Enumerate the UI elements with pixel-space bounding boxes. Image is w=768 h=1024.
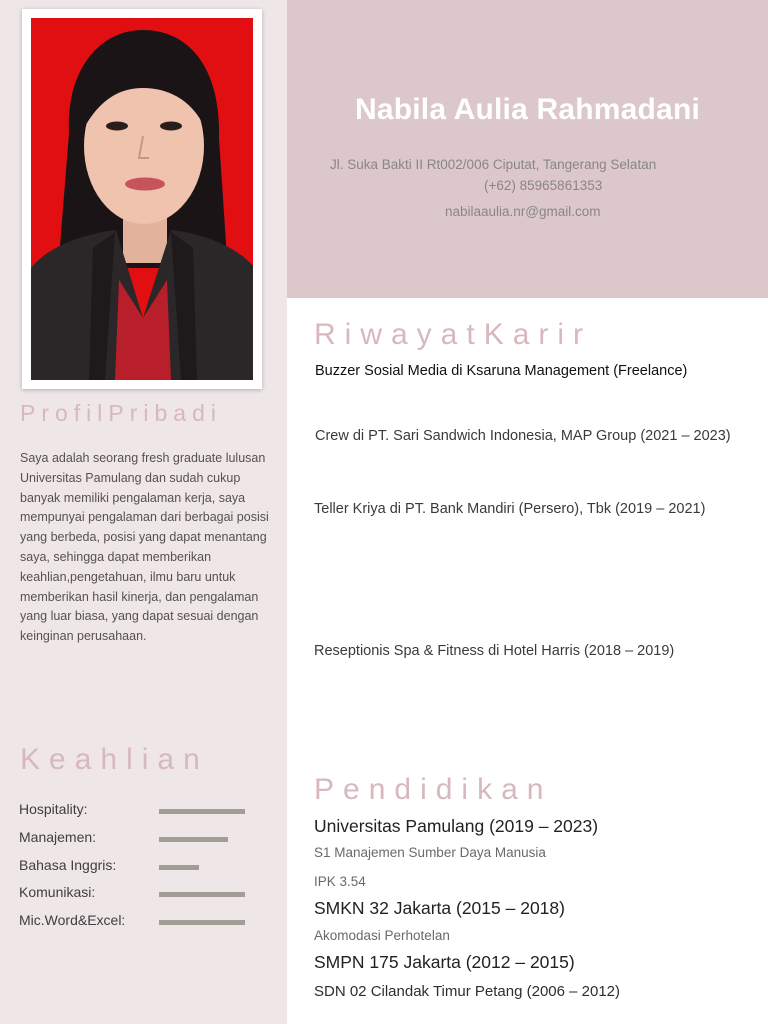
skill-bar-fill xyxy=(159,865,199,870)
career-heading: RiwayatKarir xyxy=(314,318,593,351)
skill-row xyxy=(19,912,269,934)
skill-bar-fill xyxy=(159,920,245,925)
profile-heading: ProfilPribadi xyxy=(20,400,222,426)
education-sd: SDN 02 Cilandak Timur Petang (2006 – 2012) xyxy=(314,983,621,1000)
skill-row xyxy=(19,857,269,879)
skill-bar-fill xyxy=(159,892,245,897)
skill-bar-fill xyxy=(159,809,245,814)
address-text: Jl. Suka Bakti II Rt002/006 Ciputat, Tangerang Selatan xyxy=(330,157,657,172)
career-item: Teller Kriya di PT. Bank Mandiri (Persero), Tbk (2019 – 2021) xyxy=(314,501,706,517)
candidate-name: Nabila Aulia Rahmadani xyxy=(354,93,701,126)
profile-photo xyxy=(31,18,253,380)
profile-photo-frame xyxy=(22,9,262,389)
email-text: nabilaaulia.nr@gmail.com xyxy=(445,204,601,219)
skill-row xyxy=(19,829,269,851)
profile-description: Saya adalah seorang fresh graduate lulusan Universitas Pamulang dan sudah cukup banyak memiliki pengalaman kerja, saya mempunyai pengalaman dari berbagai posisi yang berbeda, posisi yang dapat menantang saya, sehingga dapat memberikan keahlian,pengetahuan, ilmu baru untuk memberikan hasil kinerja, dan pengalaman yang luar biasa, yang dapat sesuai dengan keinginan perusahaan. xyxy=(20,451,269,644)
career-item: Reseptionis Spa & Fitness di Hotel Harris (2018 – 2019) xyxy=(314,643,675,659)
portrait-illustration xyxy=(31,18,253,380)
skill-label: Hospitality: xyxy=(19,801,88,817)
education-smk: SMKN 32 Jakarta (2015 – 2018) xyxy=(314,898,565,918)
skill-label: Komunikasi: xyxy=(19,884,96,900)
skills-heading: Keahlian xyxy=(20,743,209,776)
skill-bar xyxy=(159,920,245,925)
phone-text: (+62) 85965861353 xyxy=(484,178,603,193)
skill-bar xyxy=(159,837,245,842)
header-band xyxy=(287,0,768,298)
education-heading: Pendidikan xyxy=(314,773,553,806)
career-item: Buzzer Sosial Media di Ksaruna Management (Freelance) xyxy=(315,363,688,379)
skill-bar xyxy=(159,865,245,870)
education-university: Universitas Pamulang (2019 – 2023) xyxy=(314,816,599,836)
education-smk-major: Akomodasi Perhotelan xyxy=(314,928,450,943)
skill-label: Manajemen: xyxy=(19,829,97,845)
skill-bar xyxy=(159,892,245,897)
skill-label: Bahasa Inggris: xyxy=(19,857,117,873)
education-smp: SMPN 175 Jakarta (2012 – 2015) xyxy=(314,952,575,972)
education-university-gpa: IPK 3.54 xyxy=(314,874,366,889)
education-university-major: S1 Manajemen Sumber Daya Manusia xyxy=(314,845,546,860)
skill-label: Mic.Word&Excel: xyxy=(19,912,126,928)
skill-row xyxy=(19,801,269,823)
career-item: Crew di PT. Sari Sandwich Indonesia, MAP Group (2021 – 2023) xyxy=(315,428,731,444)
skill-bar xyxy=(159,809,245,814)
skill-row xyxy=(19,884,269,906)
skill-bar-fill xyxy=(159,837,228,842)
